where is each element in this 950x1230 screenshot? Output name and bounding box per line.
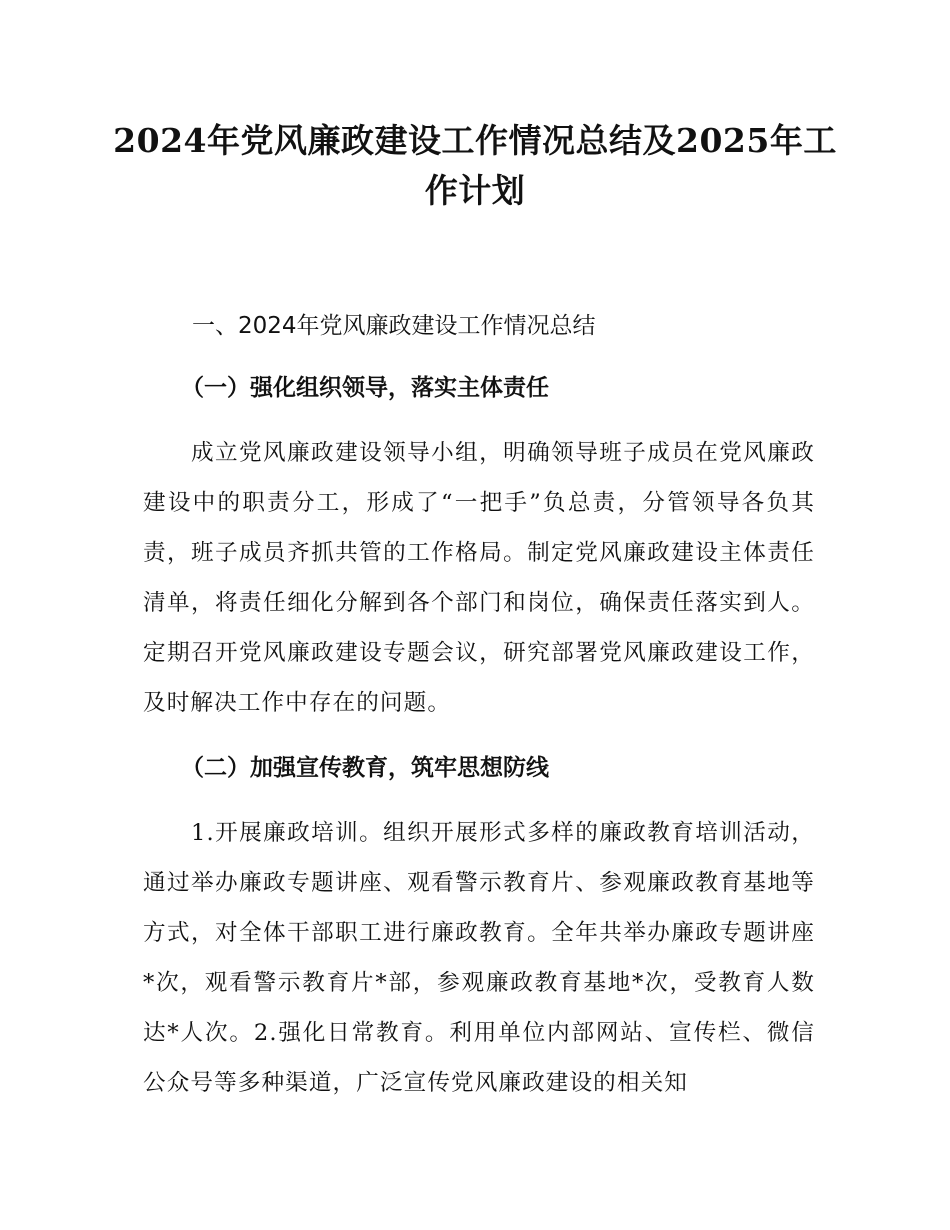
paragraph-2: 1.开展廉政培训。组织开展形式多样的廉政教育培训活动，通过举办廉政专题讲座、观看警示教育片、参观廉政教育基地等方式，对全体干部职工进行廉政教育。全年共举办廉政专题讲座*次，观看警示教育片*部，参观廉政教育基地*次，受教育人数达*人次。2.强化日常教育。利用单位内部网站、宣传栏、微信公众号等多种渠道，广泛宣传党风廉政建设的相关知 xyxy=(143,820,815,1096)
paragraph-1: 成立党风廉政建设领导小组，明确领导班子成员在党风廉政建设中的职责分工，形成了“一把手”负总责，分管领导各负其责，班子成员齐抓共管的工作格局。制定党风廉政建设主体责任清单，将责任细化分解到各个部门和岗位，确保责任落实到人。定期召开党风廉政建设专题会议，研究部署党风廉政建设工作，及时解决工作中存在的问题。 xyxy=(143,440,815,716)
subsection-heading-2: （二）加强宣传教育，筑牢思想防线 xyxy=(181,755,549,781)
subsection-heading-1: （一）强化组织领导，落实主体责任 xyxy=(181,375,549,401)
document-title: 2024年党风廉政建设工作情况总结及2025年工作计划 xyxy=(113,121,837,210)
section-heading: 一、2024年党风廉政建设工作情况总结 xyxy=(192,313,596,339)
